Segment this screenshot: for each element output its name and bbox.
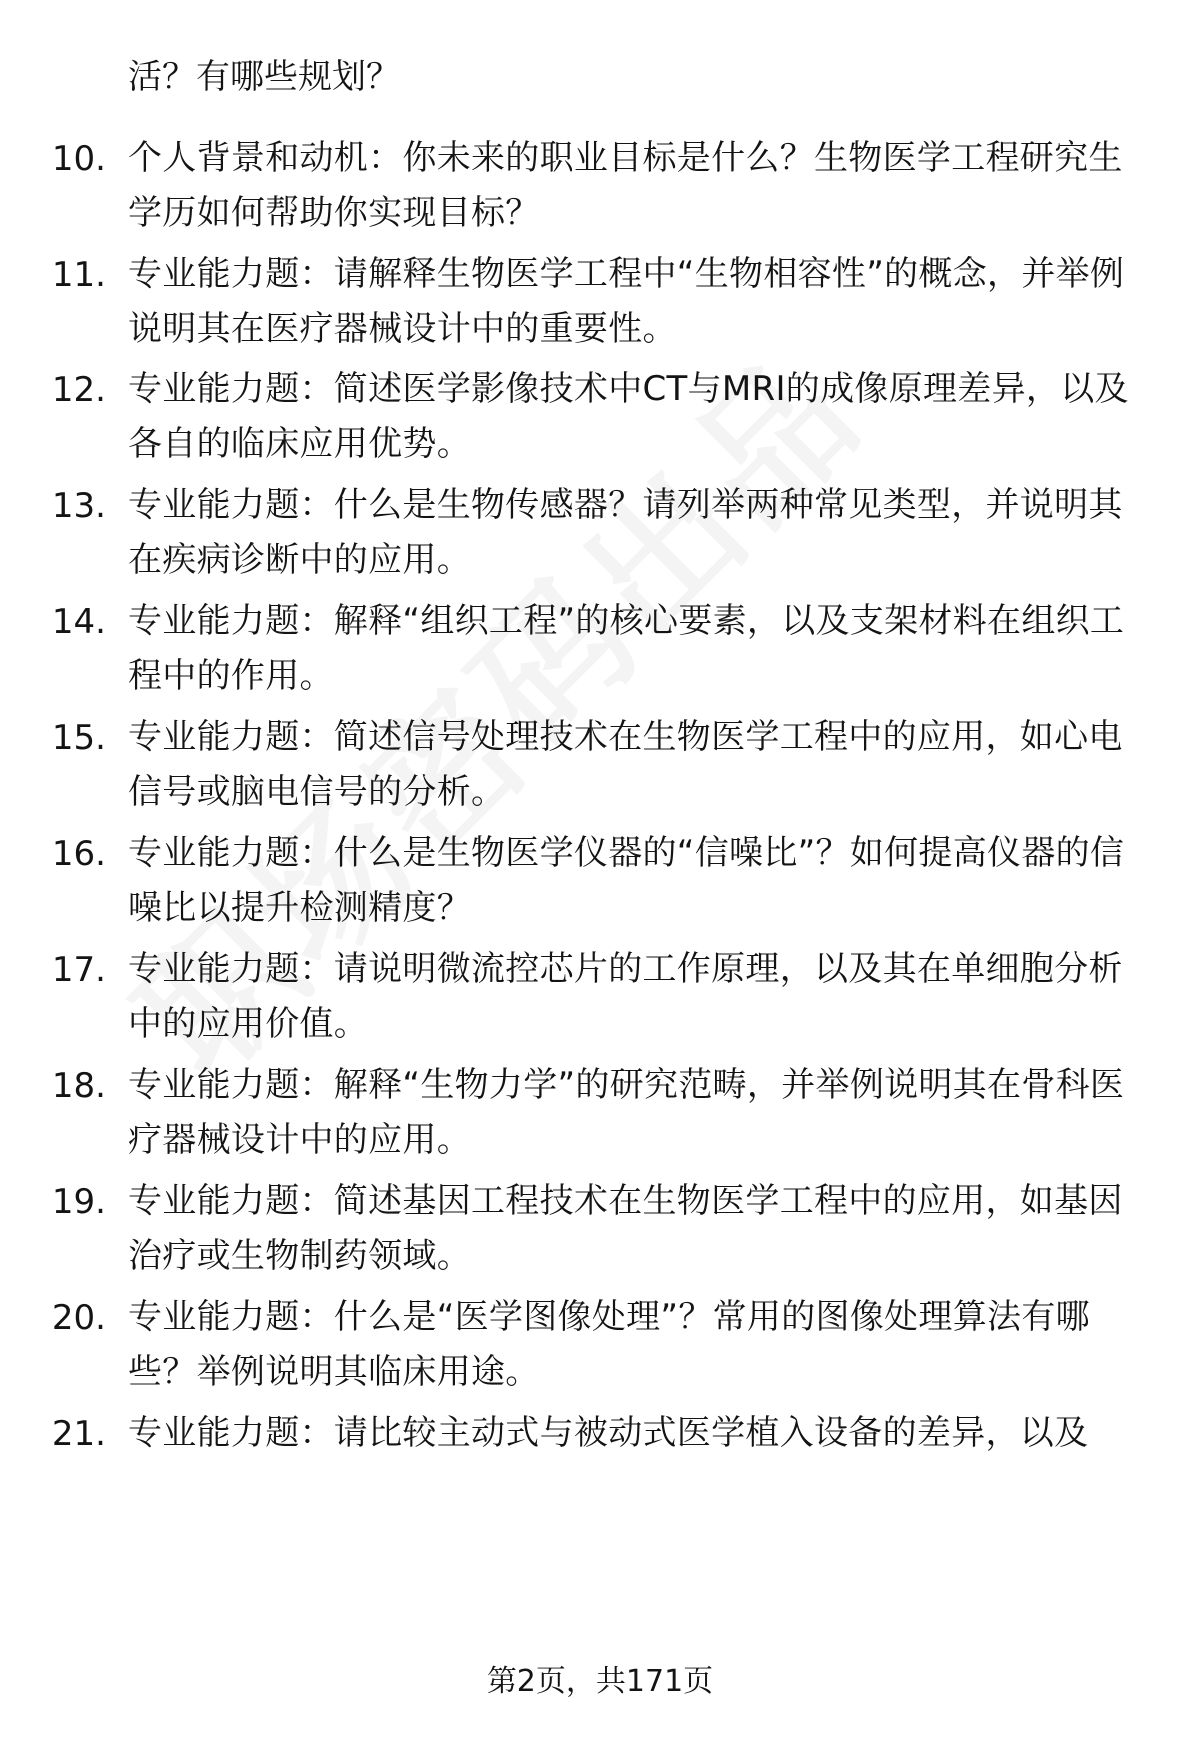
item-number: 21. — [51, 1414, 106, 1454]
list-item — [0, 362, 1200, 482]
item-number: 20. — [51, 1298, 106, 1338]
item-text: 个人背景和动机：你未来的职业目标是什么？生物医学工程研究生学历如何帮助你实现目标？ — [128, 138, 1123, 233]
page-footer: 第2页，共171页 — [486, 1664, 714, 1699]
item-text: 专业能力题：请说明微流控芯片的工作原理，以及其在单细胞分析中的应用价值。 — [128, 949, 1123, 1044]
item-number: 11. — [51, 255, 106, 295]
list-item — [0, 1406, 1200, 1466]
item-number: 10. — [51, 139, 106, 179]
list-item — [0, 1058, 1200, 1178]
item-number: 15. — [51, 718, 106, 758]
item-number: 18. — [51, 1066, 106, 1106]
item-number: 17. — [51, 950, 106, 990]
item-text: 专业能力题：什么是生物医学仪器的“信噪比”？如何提高仪器的信噪比以提升检测精度？ — [128, 833, 1125, 928]
item-number: 16. — [51, 834, 106, 874]
list-item — [0, 1174, 1200, 1294]
item-text: 专业能力题：什么是生物传感器？请列举两种常见类型，并说明其在疾病诊断中的应用。 — [128, 485, 1123, 580]
item-text: 专业能力题：解释“组织工程”的核心要素，以及支架材料在组织工程中的作用。 — [128, 601, 1125, 696]
item-number: 19. — [51, 1182, 106, 1222]
item-number: 14. — [51, 602, 106, 642]
list-item — [0, 131, 1200, 251]
list-item — [0, 594, 1200, 714]
item-number: 13. — [51, 486, 106, 526]
list-item — [0, 247, 1200, 367]
list-item — [0, 826, 1200, 946]
continuation-text: 活？有哪些规划？ — [128, 57, 400, 97]
list-item — [0, 710, 1200, 830]
list-item — [0, 942, 1200, 1062]
item-text: 专业能力题：请比较主动式与被动式医学植入设备的差异，以及 — [128, 1413, 1089, 1453]
item-text: 专业能力题：解释“生物力学”的研究范畴，并举例说明其在骨科医疗器械设计中的应用。 — [128, 1065, 1125, 1160]
list-item — [0, 1290, 1200, 1410]
item-text: 专业能力题：简述基因工程技术在生物医学工程中的应用，如基因治疗或生物制药领域。 — [128, 1181, 1123, 1276]
item-text: 专业能力题：简述信号处理技术在生物医学工程中的应用，如心电信号或脑电信号的分析。 — [128, 717, 1123, 812]
item-text: 专业能力题：什么是“医学图像处理”？常用的图像处理算法有哪些？举例说明其临床用途。 — [128, 1297, 1090, 1392]
list-item — [0, 478, 1200, 598]
item-text: 专业能力题：简述医学影像技术中CT与MRI的成像原理差异，以及各自的临床应用优势。 — [128, 369, 1129, 464]
item-number: 12. — [51, 370, 106, 410]
item-text: 专业能力题：请解释生物医学工程中“生物相容性”的概念，并举例说明其在医疗器械设计中的重要性。 — [128, 254, 1125, 349]
